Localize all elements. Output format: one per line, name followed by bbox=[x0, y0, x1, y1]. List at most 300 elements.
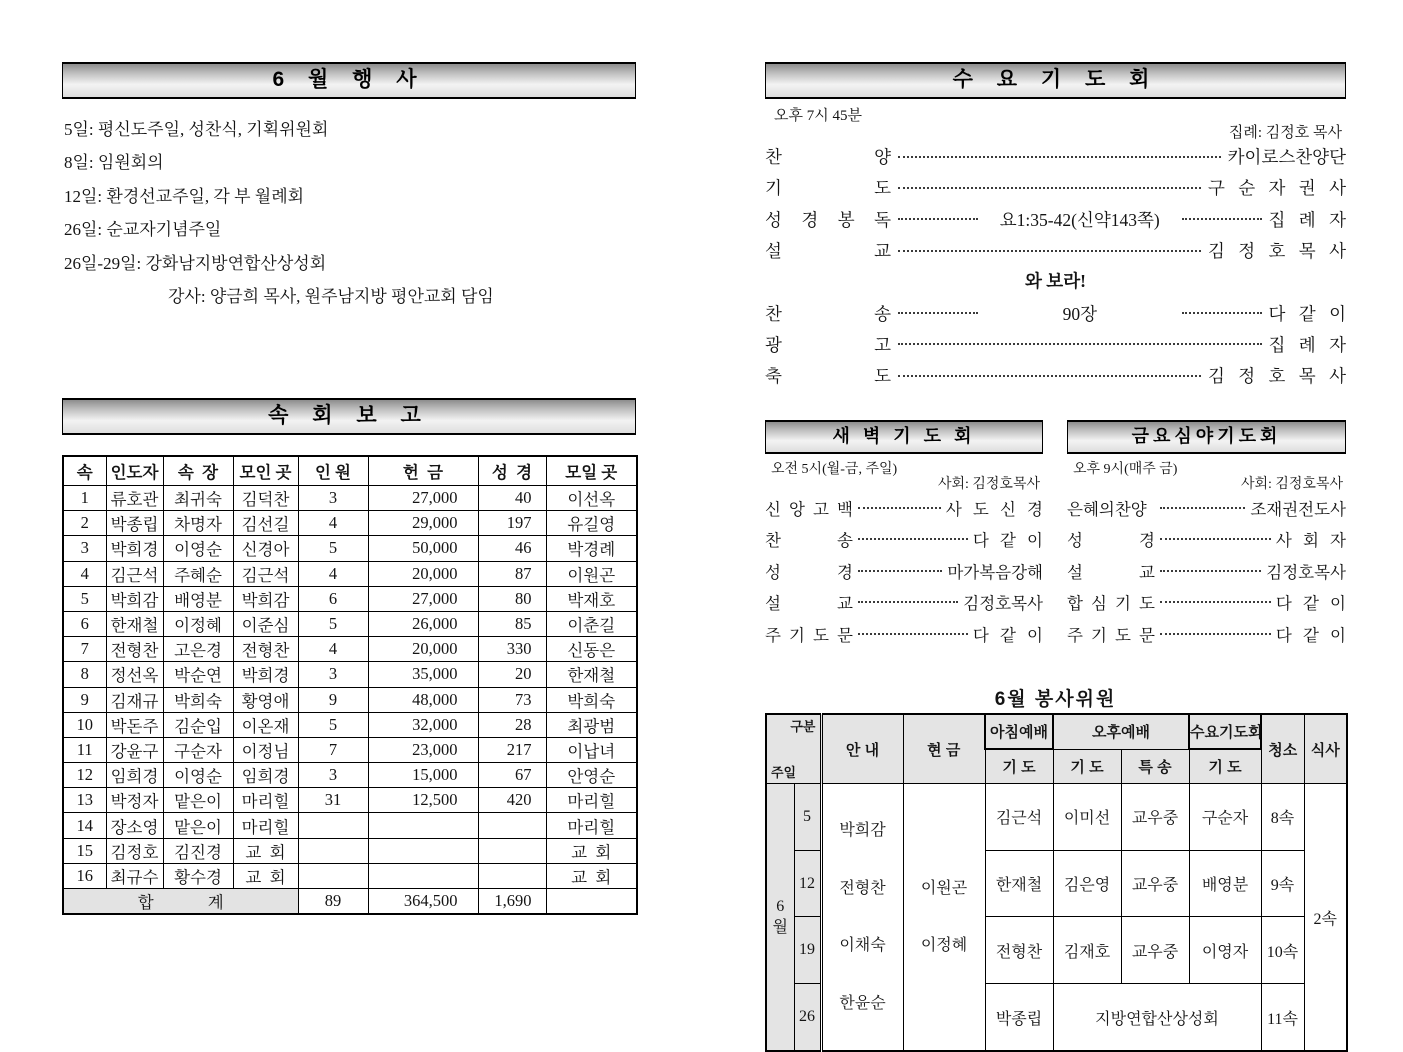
corner-cell bbox=[766, 714, 821, 784]
cell-members: 31 bbox=[298, 788, 368, 813]
liturgy-row bbox=[765, 618, 1043, 650]
liturgy-label: 주 기 도 문 bbox=[765, 625, 853, 645]
cell-class-head: 맡은이 bbox=[163, 813, 233, 838]
cell-offering: 48,000 bbox=[368, 687, 478, 712]
col-header-leader: 인도자 bbox=[106, 456, 163, 486]
liturgy-label: 설 교 bbox=[765, 594, 853, 614]
morning-prayer-cell: 한재철 bbox=[985, 850, 1053, 917]
liturgy-label: 성 경 bbox=[765, 562, 853, 582]
cell-leader: 임희경 bbox=[106, 763, 163, 788]
cell-offering: 50,000 bbox=[368, 536, 478, 561]
guide-name: 한윤순 bbox=[839, 994, 886, 1012]
liturgy-value: 김정호목사 bbox=[963, 594, 1043, 614]
event-item: 12일: 환경선교주일, 각 부 월례회 bbox=[64, 186, 305, 206]
table-row bbox=[63, 813, 637, 838]
cell-next-place: 박희숙 bbox=[546, 687, 637, 712]
cell-class-no: 14 bbox=[63, 813, 106, 838]
cell-offering: 27,000 bbox=[368, 486, 478, 511]
liturgy-row bbox=[765, 141, 1346, 172]
liturgy-row bbox=[1067, 524, 1346, 556]
cell-met-place: 이온재 bbox=[233, 712, 298, 737]
dotted-leader bbox=[858, 507, 941, 509]
cell-met-place: 김덕찬 bbox=[233, 486, 298, 511]
guide-name: 이채숙 bbox=[839, 937, 886, 954]
dotted-leader bbox=[1182, 218, 1262, 220]
offering-names-cell bbox=[903, 784, 985, 1052]
month-digit: 6 bbox=[776, 898, 785, 915]
cell-met-place: 이정님 bbox=[233, 737, 298, 762]
dotted-leader bbox=[898, 375, 1201, 377]
cell-next-place: 이선옥 bbox=[546, 486, 637, 511]
cell-met-place: 박희감 bbox=[233, 586, 298, 611]
month-cell bbox=[766, 784, 794, 1052]
liturgy-value: 다 같 이 bbox=[1275, 594, 1346, 614]
cell-class-no: 15 bbox=[63, 838, 106, 863]
wed-prayer-cell: 배영분 bbox=[1189, 850, 1261, 917]
dotted-leader bbox=[858, 633, 968, 635]
col-header-meal: 식사 bbox=[1304, 714, 1347, 784]
liturgy-value: 집 례 자 bbox=[1268, 334, 1346, 355]
volunteers-header-row-1 bbox=[766, 714, 1347, 749]
cell-leader: 박정자 bbox=[106, 788, 163, 813]
dawn-prayer-header: 새 벽 기 도 회 bbox=[765, 420, 1043, 454]
col-header-offering: 헌 금 bbox=[368, 456, 478, 486]
liturgy-row bbox=[765, 492, 1043, 524]
date-cell: 5 bbox=[794, 784, 821, 851]
cell-leader: 김재규 bbox=[106, 687, 163, 712]
cell-class-no: 16 bbox=[63, 863, 106, 888]
cell-class-head: 배영분 bbox=[163, 586, 233, 611]
dawn-liturgy-rows bbox=[765, 492, 1043, 650]
total-label-cell bbox=[63, 889, 298, 915]
cell-bible: 40 bbox=[478, 486, 546, 511]
volunteers-title: 6월 봉사위원 bbox=[994, 689, 1117, 710]
total-label: 합 계 bbox=[137, 893, 224, 913]
liturgy-label: 주 기 도 문 bbox=[1067, 625, 1155, 645]
table-row bbox=[63, 737, 637, 762]
table-row bbox=[63, 536, 637, 561]
friday-time: 오후 9시(매주 금) bbox=[1073, 462, 1178, 477]
cell-class-head: 이정혜 bbox=[163, 611, 233, 636]
cell-met-place: 신경아 bbox=[233, 536, 298, 561]
table-row bbox=[63, 763, 637, 788]
table-header-row bbox=[63, 456, 637, 486]
cell-bible bbox=[478, 813, 546, 838]
morning-prayer-cell: 김근석 bbox=[985, 784, 1053, 851]
cell-bible: 330 bbox=[478, 637, 546, 662]
cell-offering: 27,000 bbox=[368, 586, 478, 611]
cell-class-no: 12 bbox=[63, 763, 106, 788]
cell-leader: 류호관 bbox=[106, 486, 163, 511]
cell-leader: 정선옥 bbox=[106, 662, 163, 687]
liturgy-value: 조재권전도사 bbox=[1250, 499, 1346, 519]
cell-offering: 32,000 bbox=[368, 712, 478, 737]
liturgy-row bbox=[1067, 587, 1346, 619]
liturgy-row bbox=[765, 235, 1346, 266]
event-item: 5일: 평신도주일, 성찬식, 기획위원회 bbox=[64, 120, 329, 139]
cell-bible: 73 bbox=[478, 687, 546, 712]
cell-class-head: 박순연 bbox=[163, 662, 233, 687]
cell-members: 3 bbox=[298, 662, 368, 687]
dotted-leader bbox=[1160, 507, 1245, 509]
friday-liturgy bbox=[1067, 492, 1346, 650]
corner-label-category: 구분 bbox=[790, 719, 816, 734]
table-row bbox=[63, 511, 637, 536]
friday-liturgy-rows bbox=[1067, 492, 1346, 650]
col-header-met-place: 모인 곳 bbox=[233, 456, 298, 486]
total-row bbox=[63, 889, 637, 915]
district-event-cell: 지방연합산상성회 bbox=[1053, 984, 1261, 1051]
cell-bible: 67 bbox=[478, 763, 546, 788]
date-cell: 19 bbox=[794, 917, 821, 984]
col-header-class-no: 속 bbox=[63, 456, 106, 486]
cell-class-no: 2 bbox=[63, 511, 106, 536]
dotted-leader bbox=[898, 343, 1262, 345]
cell-class-no: 5 bbox=[63, 586, 106, 611]
total-place bbox=[546, 889, 637, 915]
liturgy-value: 사 회 자 bbox=[1275, 531, 1346, 551]
cell-met-place: 김근석 bbox=[233, 561, 298, 586]
dotted-leader bbox=[858, 538, 968, 540]
cell-leader: 장소영 bbox=[106, 813, 163, 838]
cell-offering bbox=[368, 838, 478, 863]
cell-class-head: 차명자 bbox=[163, 511, 233, 536]
cell-leader: 최규수 bbox=[106, 863, 163, 888]
cell-met-place: 임희경 bbox=[233, 763, 298, 788]
class-report-table bbox=[62, 455, 638, 915]
cell-members: 5 bbox=[298, 712, 368, 737]
guide-names-cell bbox=[821, 784, 903, 1052]
col-header-next-place: 모일 곳 bbox=[546, 456, 637, 486]
cell-members: 7 bbox=[298, 737, 368, 762]
liturgy-row bbox=[1067, 492, 1346, 524]
liturgy-label: 성 경 봉 독 bbox=[765, 209, 891, 230]
liturgy-row bbox=[1067, 555, 1346, 587]
cell-class-head: 맡은이 bbox=[163, 788, 233, 813]
liturgy-row bbox=[765, 204, 1346, 235]
friday-moderator: 사회: 김정호목사 bbox=[1240, 477, 1343, 492]
cell-class-head: 주혜순 bbox=[163, 561, 233, 586]
cell-met-place: 황영애 bbox=[233, 687, 298, 712]
wednesday-liturgy-part2 bbox=[765, 297, 1346, 391]
june-events-list bbox=[64, 113, 636, 313]
col-header-cleaning: 청소 bbox=[1261, 714, 1304, 784]
cell-offering: 12,500 bbox=[368, 788, 478, 813]
dotted-leader bbox=[898, 187, 1201, 189]
cell-leader: 박종립 bbox=[106, 511, 163, 536]
cell-met-place: 마리힐 bbox=[233, 813, 298, 838]
corner-label-sunday: 주일 bbox=[771, 765, 797, 780]
dotted-leader bbox=[1160, 538, 1271, 540]
table-row bbox=[63, 712, 637, 737]
liturgy-value: 다 같 이 bbox=[972, 531, 1043, 551]
cell-members: 4 bbox=[298, 511, 368, 536]
cell-next-place: 이납녀 bbox=[546, 737, 637, 762]
cell-members: 4 bbox=[298, 561, 368, 586]
cell-offering: 29,000 bbox=[368, 511, 478, 536]
liturgy-row bbox=[765, 587, 1043, 619]
morning-prayer-cell: 박종립 bbox=[985, 984, 1053, 1051]
cell-members: 5 bbox=[298, 611, 368, 636]
event-item: 26일: 순교자기념주일 bbox=[64, 220, 222, 240]
cell-bible bbox=[478, 863, 546, 888]
liturgy-label: 은혜의찬양 bbox=[1067, 499, 1147, 519]
cell-next-place: 한재철 bbox=[546, 662, 637, 687]
cell-offering: 26,000 bbox=[368, 611, 478, 636]
sermon-title: 와 보라! bbox=[1025, 271, 1086, 292]
cell-leader: 전형찬 bbox=[106, 637, 163, 662]
cell-offering: 35,000 bbox=[368, 662, 478, 687]
col-header-prayer-afternoon: 기 도 bbox=[1053, 749, 1121, 783]
dotted-leader bbox=[898, 218, 978, 220]
cell-bible: 46 bbox=[478, 536, 546, 561]
dotted-leader bbox=[1160, 601, 1271, 603]
table-row bbox=[63, 788, 637, 813]
cell-class-head: 고은경 bbox=[163, 637, 233, 662]
liturgy-value: 김정호목사 bbox=[1266, 562, 1346, 582]
total-members: 89 bbox=[298, 889, 368, 915]
liturgy-label: 설 교 bbox=[1067, 562, 1155, 582]
cell-bible: 87 bbox=[478, 561, 546, 586]
cell-class-head: 김순입 bbox=[163, 712, 233, 737]
cell-next-place: 안영순 bbox=[546, 763, 637, 788]
cell-bible: 217 bbox=[478, 737, 546, 762]
class-report-body bbox=[63, 486, 637, 889]
table-row bbox=[63, 637, 637, 662]
cell-next-place: 이춘길 bbox=[546, 611, 637, 636]
col-header-guide: 안 내 bbox=[821, 714, 903, 784]
wednesday-liturgy bbox=[765, 141, 1346, 391]
cell-class-no: 3 bbox=[63, 536, 106, 561]
cell-class-no: 7 bbox=[63, 637, 106, 662]
cell-next-place: 교 회 bbox=[546, 863, 637, 888]
cell-class-no: 4 bbox=[63, 561, 106, 586]
june-events-header: 6 월 행 사 bbox=[62, 62, 636, 99]
cell-members: 3 bbox=[298, 763, 368, 788]
liturgy-label: 기 도 bbox=[765, 178, 891, 199]
liturgy-label: 신 앙 고 백 bbox=[765, 499, 853, 519]
class-report-header: 속 회 보 고 bbox=[62, 398, 636, 435]
cell-next-place: 최광범 bbox=[546, 712, 637, 737]
cell-class-head: 이영순 bbox=[163, 536, 233, 561]
cell-class-no: 10 bbox=[63, 712, 106, 737]
cell-leader: 박돈주 bbox=[106, 712, 163, 737]
cell-class-head: 박희숙 bbox=[163, 687, 233, 712]
table-row bbox=[63, 662, 637, 687]
cell-members: 9 bbox=[298, 687, 368, 712]
liturgy-label: 설 교 bbox=[765, 241, 891, 262]
liturgy-label: 찬 송 bbox=[765, 531, 853, 551]
liturgy-value: 다 같 이 bbox=[1275, 625, 1346, 645]
wednesday-liturgy-part1 bbox=[765, 141, 1346, 266]
cell-met-place: 교 회 bbox=[233, 863, 298, 888]
table-row bbox=[63, 687, 637, 712]
table-row bbox=[63, 863, 637, 888]
cell-next-place: 유길영 bbox=[546, 511, 637, 536]
liturgy-label: 성 경 bbox=[1067, 531, 1155, 551]
cell-met-place: 이준심 bbox=[233, 611, 298, 636]
liturgy-row bbox=[765, 555, 1043, 587]
offering-name: 이원곤 bbox=[920, 879, 968, 897]
dotted-leader bbox=[858, 570, 942, 572]
dawn-time: 오전 5시(월-금, 주일) bbox=[771, 462, 898, 477]
wednesday-prayer-header: 수 요 기 도 회 bbox=[765, 62, 1346, 99]
cell-next-place: 마리힐 bbox=[546, 788, 637, 813]
col-header-prayer-morning: 기 도 bbox=[985, 749, 1053, 783]
guide-name: 박희감 bbox=[839, 822, 886, 839]
afternoon-prayer-cell: 김재호 bbox=[1053, 917, 1121, 984]
cell-next-place: 교 회 bbox=[546, 838, 637, 863]
meal-cell: 2속 bbox=[1304, 784, 1347, 1052]
cell-offering: 15,000 bbox=[368, 763, 478, 788]
liturgy-row bbox=[765, 360, 1346, 391]
cleaning-cell: 11속 bbox=[1261, 984, 1304, 1051]
dotted-leader bbox=[898, 312, 978, 314]
dotted-leader bbox=[1160, 633, 1271, 635]
col-header-special-song: 특 송 bbox=[1121, 749, 1189, 783]
friday-prayer-header: 금요심야기도회 bbox=[1067, 420, 1346, 454]
total-offering: 364,500 bbox=[368, 889, 478, 915]
cell-members bbox=[298, 838, 368, 863]
cell-met-place: 전형찬 bbox=[233, 637, 298, 662]
cell-members bbox=[298, 863, 368, 888]
col-header-class-head: 속 장 bbox=[163, 456, 233, 486]
table-row bbox=[63, 561, 637, 586]
liturgy-row bbox=[1067, 618, 1346, 650]
cell-leader: 김정호 bbox=[106, 838, 163, 863]
cell-class-head: 황수경 bbox=[163, 863, 233, 888]
cell-met-place: 교 회 bbox=[233, 838, 298, 863]
cell-next-place: 이원곤 bbox=[546, 561, 637, 586]
offering-name: 이정혜 bbox=[920, 937, 968, 954]
cell-leader: 박희경 bbox=[106, 536, 163, 561]
cell-next-place: 박경례 bbox=[546, 536, 637, 561]
cell-members: 3 bbox=[298, 486, 368, 511]
month-char: 월 bbox=[772, 919, 788, 936]
table-row bbox=[63, 586, 637, 611]
dotted-leader bbox=[858, 601, 958, 603]
table-row bbox=[63, 611, 637, 636]
liturgy-value: 집 례 자 bbox=[1268, 209, 1346, 230]
liturgy-value: 구 순 자 권 사 bbox=[1207, 178, 1346, 199]
date-cell: 26 bbox=[794, 984, 821, 1051]
cell-met-place: 박희경 bbox=[233, 662, 298, 687]
afternoon-prayer-cell: 이미선 bbox=[1053, 784, 1121, 851]
total-bible: 1,690 bbox=[478, 889, 546, 915]
liturgy-middle: 요1:35-42(신약143쪽) bbox=[999, 209, 1160, 230]
volunteers-table bbox=[765, 713, 1348, 1052]
liturgy-middle: 90장 bbox=[1062, 303, 1097, 324]
liturgy-label: 찬 송 bbox=[765, 303, 891, 324]
col-header-morning-worship: 아침예배 bbox=[985, 714, 1053, 749]
event-note: 강사: 양금희 목사, 원주남지방 평안교회 담임 bbox=[168, 286, 494, 306]
liturgy-label: 합 심 기 도 bbox=[1067, 594, 1155, 614]
cell-class-head: 구순자 bbox=[163, 737, 233, 762]
cell-offering bbox=[368, 813, 478, 838]
cell-class-no: 9 bbox=[63, 687, 106, 712]
liturgy-value: 김 정 호 목 사 bbox=[1207, 241, 1346, 262]
wednesday-time: 오후 7시 45분 bbox=[774, 108, 862, 124]
date-cell: 12 bbox=[794, 850, 821, 917]
cell-class-head: 최귀숙 bbox=[163, 486, 233, 511]
table-row bbox=[63, 838, 637, 863]
col-header-bible: 성 경 bbox=[478, 456, 546, 486]
cell-bible: 85 bbox=[478, 611, 546, 636]
cleaning-cell: 8속 bbox=[1261, 784, 1304, 851]
cell-class-head: 이영순 bbox=[163, 763, 233, 788]
cell-class-no: 6 bbox=[63, 611, 106, 636]
cell-offering: 20,000 bbox=[368, 561, 478, 586]
liturgy-value: 마가복음강해 bbox=[947, 562, 1043, 582]
dawn-moderator: 사회: 김정호목사 bbox=[937, 477, 1040, 492]
dawn-liturgy bbox=[765, 492, 1043, 650]
wed-prayer-cell: 이영자 bbox=[1189, 917, 1261, 984]
liturgy-value: 사 도 신 경 bbox=[945, 499, 1043, 519]
cell-members: 4 bbox=[298, 637, 368, 662]
event-item: 26일-29일: 강화남지방연합산상성회 bbox=[64, 253, 327, 273]
cell-members: 6 bbox=[298, 586, 368, 611]
cell-class-no: 8 bbox=[63, 662, 106, 687]
cell-leader: 김근석 bbox=[106, 561, 163, 586]
liturgy-row bbox=[765, 329, 1346, 360]
cell-met-place: 마리힐 bbox=[233, 788, 298, 813]
cell-class-head: 김진경 bbox=[163, 838, 233, 863]
cell-class-no: 1 bbox=[63, 486, 106, 511]
liturgy-row bbox=[765, 297, 1346, 328]
dotted-leader bbox=[1160, 570, 1261, 572]
dotted-leader bbox=[898, 250, 1201, 252]
table-row bbox=[63, 486, 637, 511]
event-item: 8일: 임원회의 bbox=[64, 153, 164, 173]
morning-prayer-cell: 전형찬 bbox=[985, 917, 1053, 984]
cell-met-place: 김선길 bbox=[233, 511, 298, 536]
col-header-wednesday-meeting: 수요기도회 bbox=[1189, 714, 1261, 749]
liturgy-row bbox=[765, 524, 1043, 556]
liturgy-value: 카이로스찬양단 bbox=[1227, 147, 1346, 168]
special-song-cell: 교우중 bbox=[1121, 784, 1189, 851]
cell-leader: 한재철 bbox=[106, 611, 163, 636]
wed-prayer-cell: 구순자 bbox=[1189, 784, 1261, 851]
cell-class-no: 13 bbox=[63, 788, 106, 813]
cell-bible: 28 bbox=[478, 712, 546, 737]
cell-class-no: 11 bbox=[63, 737, 106, 762]
special-song-cell: 교우중 bbox=[1121, 917, 1189, 984]
cell-next-place: 마리힐 bbox=[546, 813, 637, 838]
cell-offering bbox=[368, 863, 478, 888]
liturgy-label: 축 도 bbox=[765, 366, 891, 387]
guide-name: 전형찬 bbox=[839, 879, 886, 897]
cell-members: 5 bbox=[298, 536, 368, 561]
cell-bible: 20 bbox=[478, 662, 546, 687]
wednesday-officiant: 집례: 김정호 목사 bbox=[1228, 125, 1342, 141]
cell-leader: 강윤구 bbox=[106, 737, 163, 762]
col-header-offering: 현 금 bbox=[903, 714, 985, 784]
cell-offering: 23,000 bbox=[368, 737, 478, 762]
liturgy-value: 김 정 호 목 사 bbox=[1207, 366, 1346, 387]
dotted-leader bbox=[898, 156, 1221, 158]
liturgy-value: 다 같 이 bbox=[1268, 303, 1346, 324]
liturgy-label: 광 고 bbox=[765, 334, 891, 355]
cell-next-place: 박재호 bbox=[546, 586, 637, 611]
cell-next-place: 신동은 bbox=[546, 637, 637, 662]
cell-leader: 박희감 bbox=[106, 586, 163, 611]
cell-bible bbox=[478, 838, 546, 863]
cell-bible: 197 bbox=[478, 511, 546, 536]
special-song-cell: 교우중 bbox=[1121, 850, 1189, 917]
cell-members bbox=[298, 813, 368, 838]
cleaning-cell: 9속 bbox=[1261, 850, 1304, 917]
liturgy-row bbox=[765, 172, 1346, 203]
